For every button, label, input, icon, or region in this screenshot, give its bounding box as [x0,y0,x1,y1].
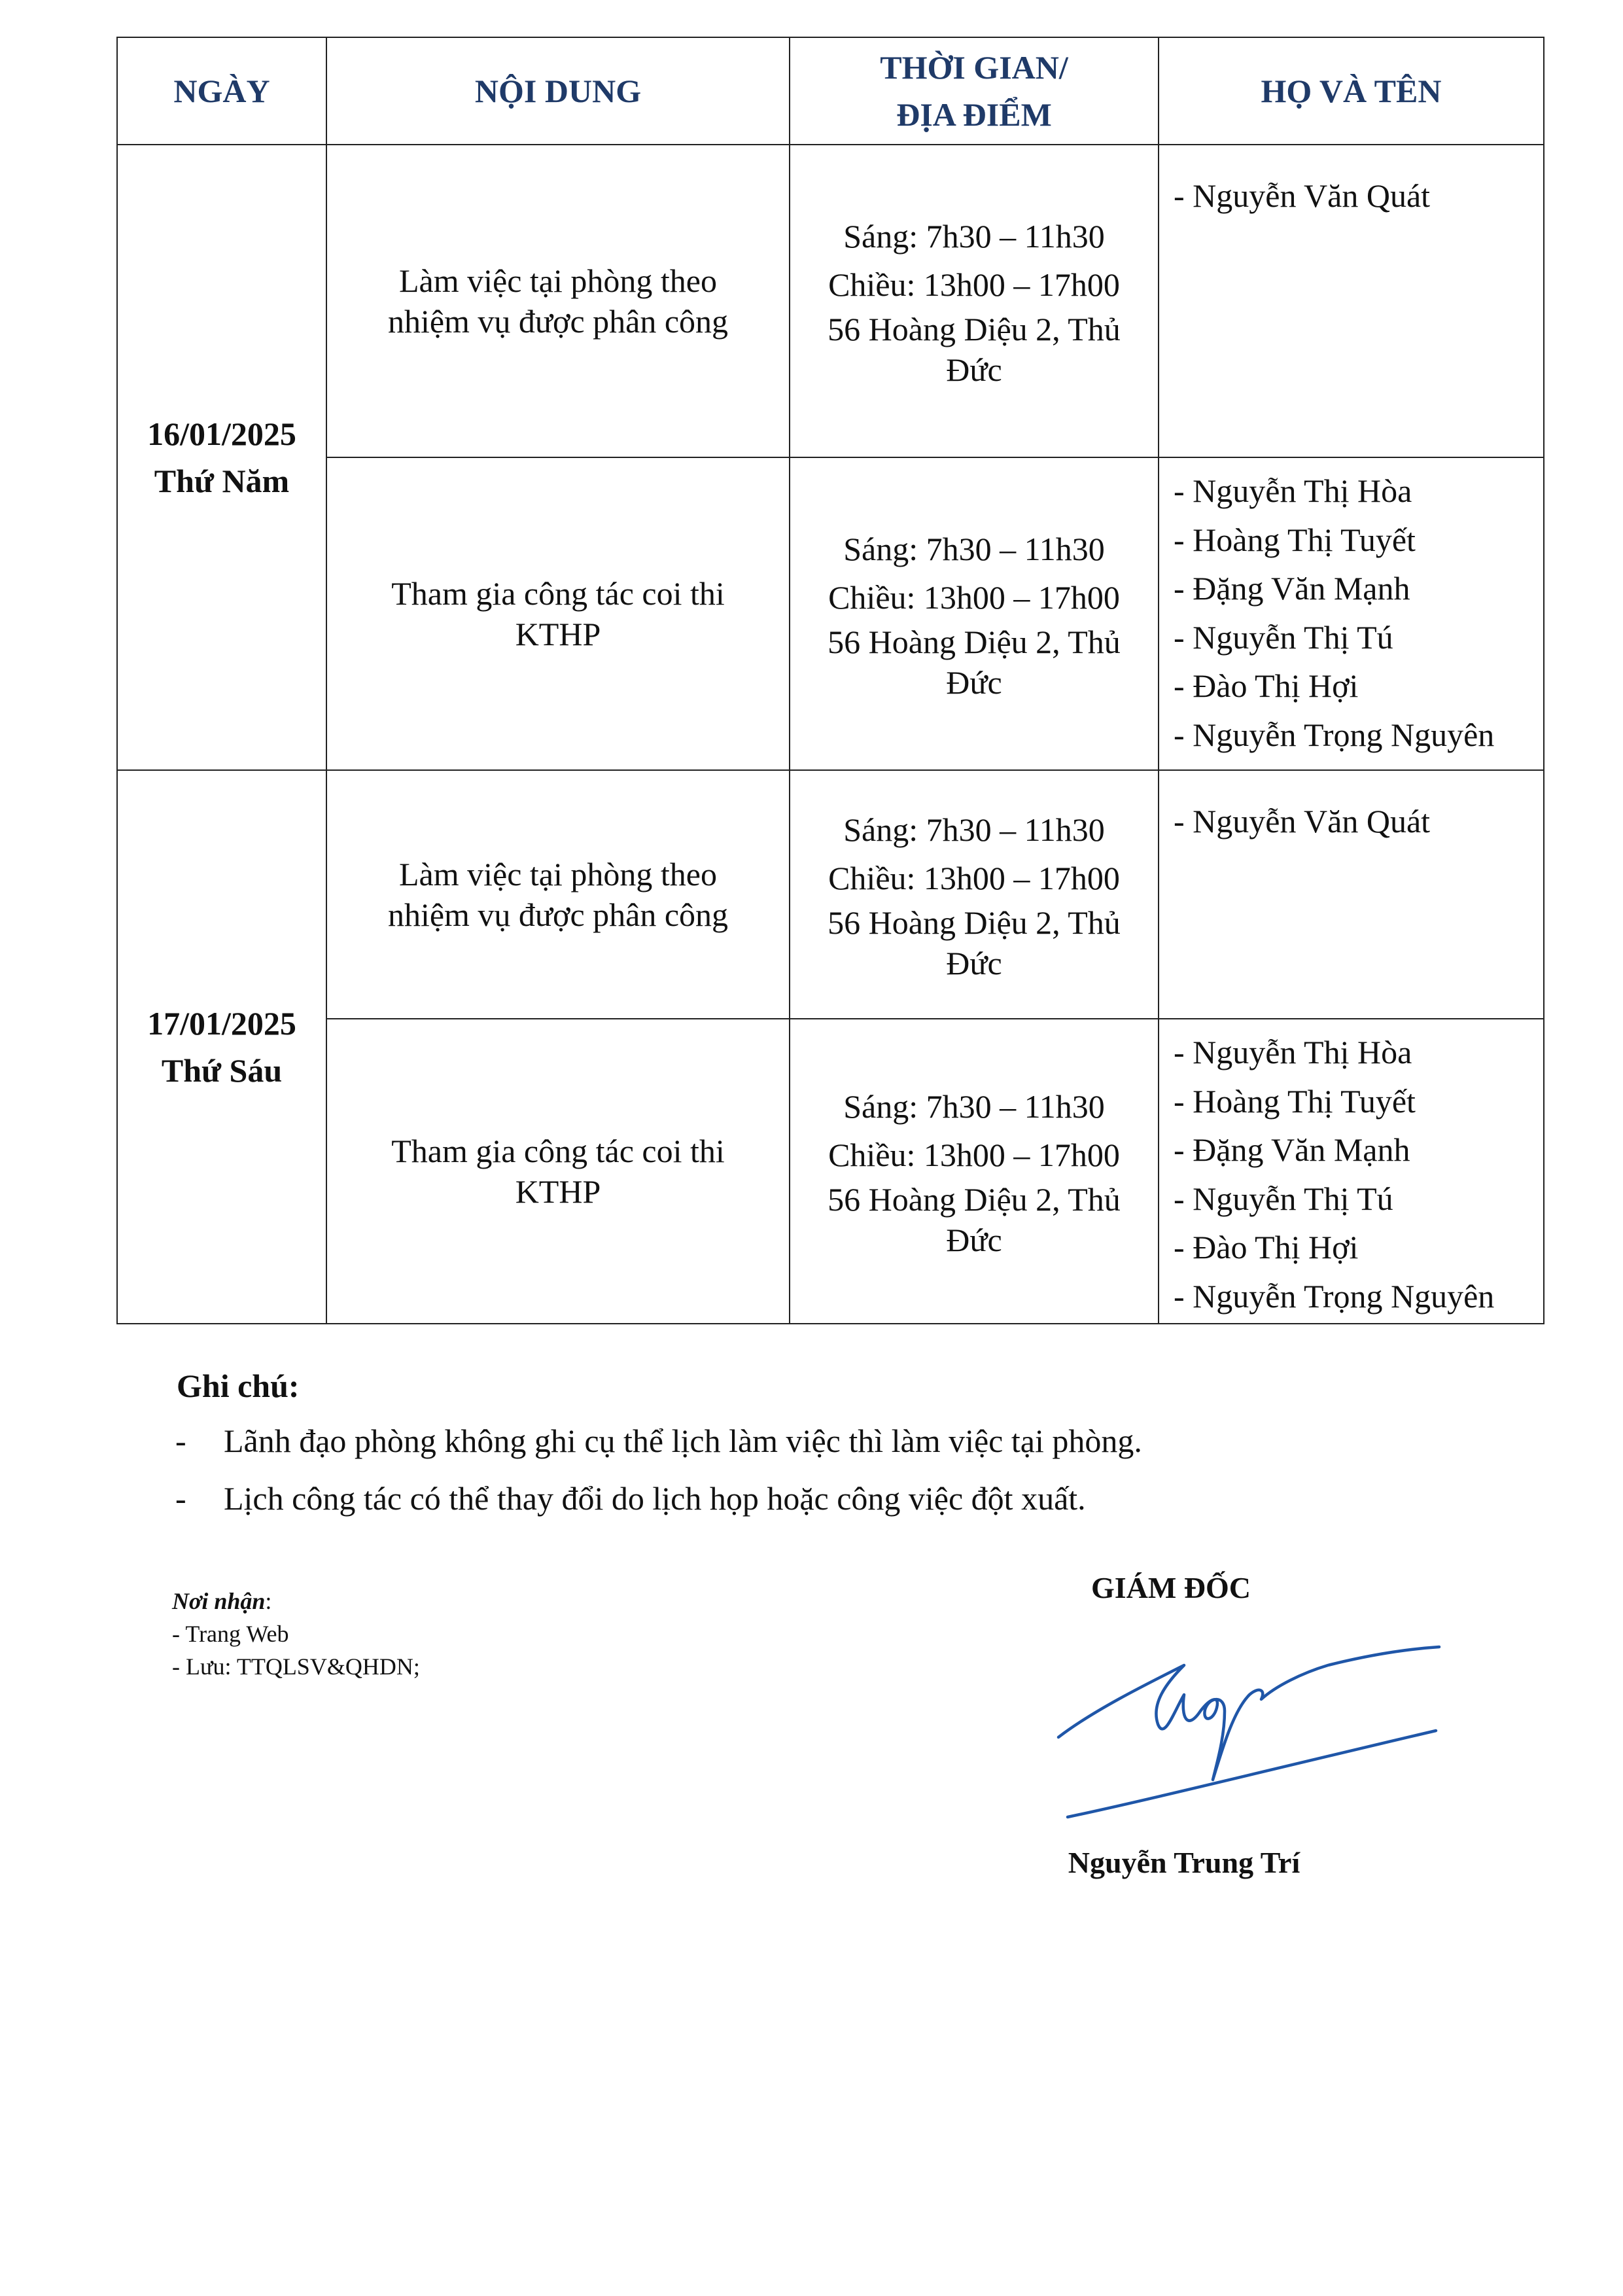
note-item [175,1470,1485,1527]
schedule-table [116,37,1544,1324]
location-line: 56 Hoàng Diệu 2, Thủ [828,1181,1121,1218]
handwritten-signature [1053,1633,1446,1829]
header-time-location [790,37,1159,145]
person-name: - Nguyễn Văn Quát [1174,803,1431,839]
day-cell [117,770,326,1324]
location [799,1179,1149,1260]
table-row [117,1019,1544,1324]
content-cell [326,457,790,770]
afternoon-time: Chiều: 13h00 – 17h00 [828,1137,1120,1173]
table-row [117,770,1544,1019]
signature-block [1034,1567,1413,1879]
content-line: Tham gia công tác coi thi [391,1133,725,1169]
notes-section [177,1360,1485,1527]
location-line: 56 Hoàng Diệu 2, Thủ [828,904,1121,941]
day-weekday: Thứ Sáu [161,1052,283,1089]
signer-title: GIÁM ĐỐC [1091,1571,1251,1604]
location [799,622,1149,703]
content-line: Tham gia công tác coi thi [391,575,725,612]
afternoon-time: Chiều: 13h00 – 17h00 [828,266,1120,303]
person-name: - Nguyễn Thị Hòa [1174,472,1412,509]
content-cell [326,770,790,1019]
recipients-heading [172,1585,420,1617]
location-line: Đức [946,945,1002,981]
person-name: - Nguyễn Thị Hòa [1174,1034,1412,1070]
header-time: THỜI GIAN/ [880,49,1068,86]
day-weekday: Thứ Năm [154,463,290,499]
names-cell [1159,457,1544,770]
recipients-title: Nơi nhận [172,1588,266,1614]
notes-title: Ghi chú: [177,1368,300,1404]
content-cell [326,145,790,457]
content-line: KTHP [515,1173,601,1210]
time-location-cell [790,457,1159,770]
content-cell [326,1019,790,1324]
content-line: nhiệm vụ được phân công [387,896,729,933]
table-row [117,145,1544,457]
person-name: - Đào Thị Hợi [1174,1229,1359,1265]
person-name: - Đặng Văn Mạnh [1174,570,1410,607]
location-line: 56 Hoàng Diệu 2, Thủ [828,624,1121,660]
location-line: Đức [946,664,1002,701]
table-header-row [117,37,1544,145]
recipients-section [172,1585,420,1683]
note-text: Lịch công tác có thể thay đổi do lịch họp hoặc công việc đột xuất. [224,1480,1086,1517]
names-cell [1159,770,1544,1019]
person-name: - Nguyễn Văn Quát [1174,177,1431,214]
note-bullet: - [175,1480,186,1517]
person-name: - Nguyễn Thị Tú [1174,618,1393,656]
person-name: - Nguyễn Thị Tú [1174,1180,1393,1217]
content-line: Làm việc tại phòng theo [399,262,717,299]
note-item [175,1412,1485,1470]
morning-time: Sáng: 7h30 – 11h30 [843,811,1105,848]
time-location-cell [790,145,1159,457]
content-line: Làm việc tại phòng theo [399,856,717,892]
afternoon-time: Chiều: 13h00 – 17h00 [828,860,1120,896]
recipient-item: - Trang Web [172,1621,289,1647]
signer-name: Nguyễn Trung Trí [1068,1846,1300,1879]
location [799,902,1149,983]
time-location-cell [790,770,1159,1019]
person-name: - Đào Thị Hợi [1174,667,1359,704]
header-day: NGÀY [117,37,326,145]
header-location: ĐỊA ĐIỂM [896,96,1052,133]
morning-time: Sáng: 7h30 – 11h30 [843,1088,1105,1125]
table-row [117,457,1544,770]
location [799,309,1149,390]
names-cell [1159,1019,1544,1324]
person-name: - Nguyễn Trọng Nguyên [1174,716,1495,753]
person-name: - Hoàng Thị Tuyết [1174,1082,1416,1120]
location-line: Đức [946,351,1002,388]
recipients-title-colon: : [265,1588,272,1614]
header-content: NỘI DUNG [326,37,790,145]
location-line: 56 Hoàng Diệu 2, Thủ [828,311,1121,347]
person-name: - Đặng Văn Mạnh [1174,1131,1410,1168]
note-bullet: - [175,1422,186,1459]
recipient-item: - Lưu: TTQLSV&QHDN; [172,1653,420,1680]
time-location-cell [790,1019,1159,1324]
day-date: 16/01/2025 [147,415,296,452]
names-cell [1159,145,1544,457]
day-cell [117,145,326,770]
content-line: nhiệm vụ được phân công [387,303,729,340]
location-line: Đức [946,1222,1002,1258]
day-date: 17/01/2025 [147,1005,296,1042]
morning-time: Sáng: 7h30 – 11h30 [843,531,1105,567]
person-name: - Hoàng Thị Tuyết [1174,521,1416,558]
person-name: - Nguyễn Trọng Nguyên [1174,1277,1495,1315]
afternoon-time: Chiều: 13h00 – 17h00 [828,579,1120,616]
header-names: HỌ VÀ TÊN [1159,37,1544,145]
content-line: KTHP [515,616,601,652]
note-text: Lãnh đạo phòng không ghi cụ thể lịch làm việc thì làm việc tại phòng. [224,1422,1142,1459]
morning-time: Sáng: 7h30 – 11h30 [843,218,1105,255]
